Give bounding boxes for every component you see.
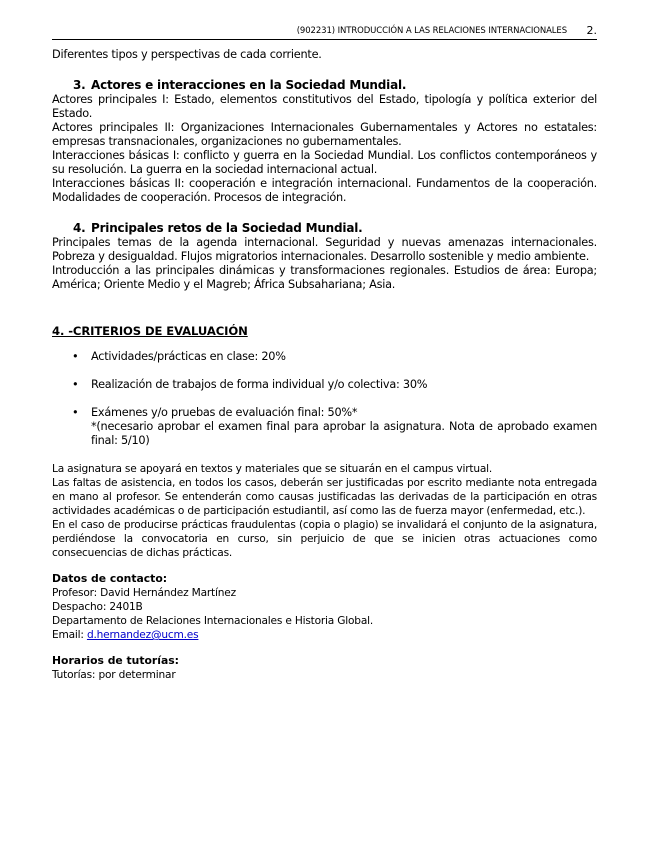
contact-title: Datos de contacto: <box>52 572 168 585</box>
section-4-paragraph: Introducción a las principales dinámicas y transformaciones regionales. Estudios de área: Europa; América; Oriente Medio y el Magreb; África Subsahariana; Asia. <box>52 264 597 291</box>
evaluation-item-text: Actividades/prácticas en clase: 20% <box>91 350 286 363</box>
section-4-heading <box>73 221 597 235</box>
header-course-title: (902231) INTRODUCCIÓN A LAS RELACIONES INTERNACIONALES <box>296 26 567 36</box>
list-item <box>52 378 597 392</box>
header-page-number: 2. <box>586 24 597 37</box>
contact-email-label: Email: <box>52 629 87 641</box>
tutoring-text: Tutorías: por determinar <box>52 669 176 681</box>
contact-professor: Profesor: David Hernández Martínez <box>52 587 236 599</box>
section-3-paragraph: Actores principales II: Organizaciones Internacionales Gubernamentales y Actores no estatales: empresas transnacionales, organizaciones no gubernamentales. <box>52 121 597 148</box>
evaluation-item-text: Exámenes y/o pruebas de evaluación final: 50%* <box>91 406 358 419</box>
intro-line: Diferentes tipos y perspectivas de cada corriente. <box>52 48 322 61</box>
bullet-icon: • <box>72 378 79 391</box>
contact-email-link[interactable]: d.hernandez@ucm.es <box>86 629 199 641</box>
contact-email-line <box>52 628 597 642</box>
evaluation-item-text: Realización de trabajos de forma individual y/o colectiva: 30% <box>91 378 428 391</box>
list-item <box>52 406 597 448</box>
note-paragraph: La asignatura se apoyará en textos y materiales que se situarán en el campus virtual. <box>52 463 493 475</box>
evaluation-heading: 4. -CRITERIOS DE EVALUACIÓN <box>52 324 248 338</box>
contact-office: Despacho: 2401B <box>52 601 143 613</box>
section-4-number: 4. <box>73 221 86 235</box>
bullet-icon: • <box>72 350 79 363</box>
tutoring-title: Horarios de tutorías: <box>52 654 179 667</box>
section-4-title: Principales retos de la Sociedad Mundial. <box>90 221 363 235</box>
section-3-paragraph: Interacciones básicas II: cooperación e integración internacional. Fundamentos de la cooperación. Modalidades de cooperación. Procesos de integración. <box>52 177 597 204</box>
section-4-paragraph: Principales temas de la agenda internacional. Seguridad y nuevas amenazas internacionales. Pobreza y desigualdad. Flujos migratorios internacionales. Desarrollo sostenible y medio ambiente. <box>52 236 597 263</box>
contact-department: Departamento de Relaciones Internacionales e Historia Global. <box>52 615 374 627</box>
section-3-number: 3. <box>73 78 86 92</box>
note-paragraph: Las faltas de asistencia, en todos los casos, deberán ser justificadas por escrito mediante nota entregada en mano al profesor. Se entenderán como causas justificadas las derivadas de la participación en otras actividades académicas o de participación estudiantil, así como las de fuerza mayor (enfermedad, etc.). <box>52 477 597 517</box>
evaluation-list <box>52 350 597 448</box>
section-3-title: Actores e interacciones en la Sociedad Mundial. <box>90 78 407 92</box>
note-paragraph: En el caso de producirse prácticas fraudulentas (copia o plagio) se invalidará el conjunto de la asignatura, perdiéndose la convocatoria en curso, sin perjuicio de que se inicien otras actuaciones como consecuencias de dichas prácticas. <box>52 519 597 559</box>
section-3-paragraph: Actores principales I: Estado, elementos constitutivos del Estado, tipología y política exterior del Estado. <box>52 93 597 120</box>
page-header <box>52 25 597 40</box>
document-body <box>52 48 597 682</box>
section-3-paragraph: Interacciones básicas I: conflicto y guerra en la Sociedad Mundial. Los conflictos contemporáneos y su resolución. La guerra en la sociedad internacional actual. <box>52 149 597 176</box>
list-item <box>52 350 597 364</box>
evaluation-item-note: *(necesario aprobar el examen final para aprobar la asignatura. Nota de aprobado examen final: 5/10) <box>91 420 597 447</box>
bullet-icon: • <box>72 406 79 419</box>
section-3-heading <box>73 78 597 92</box>
